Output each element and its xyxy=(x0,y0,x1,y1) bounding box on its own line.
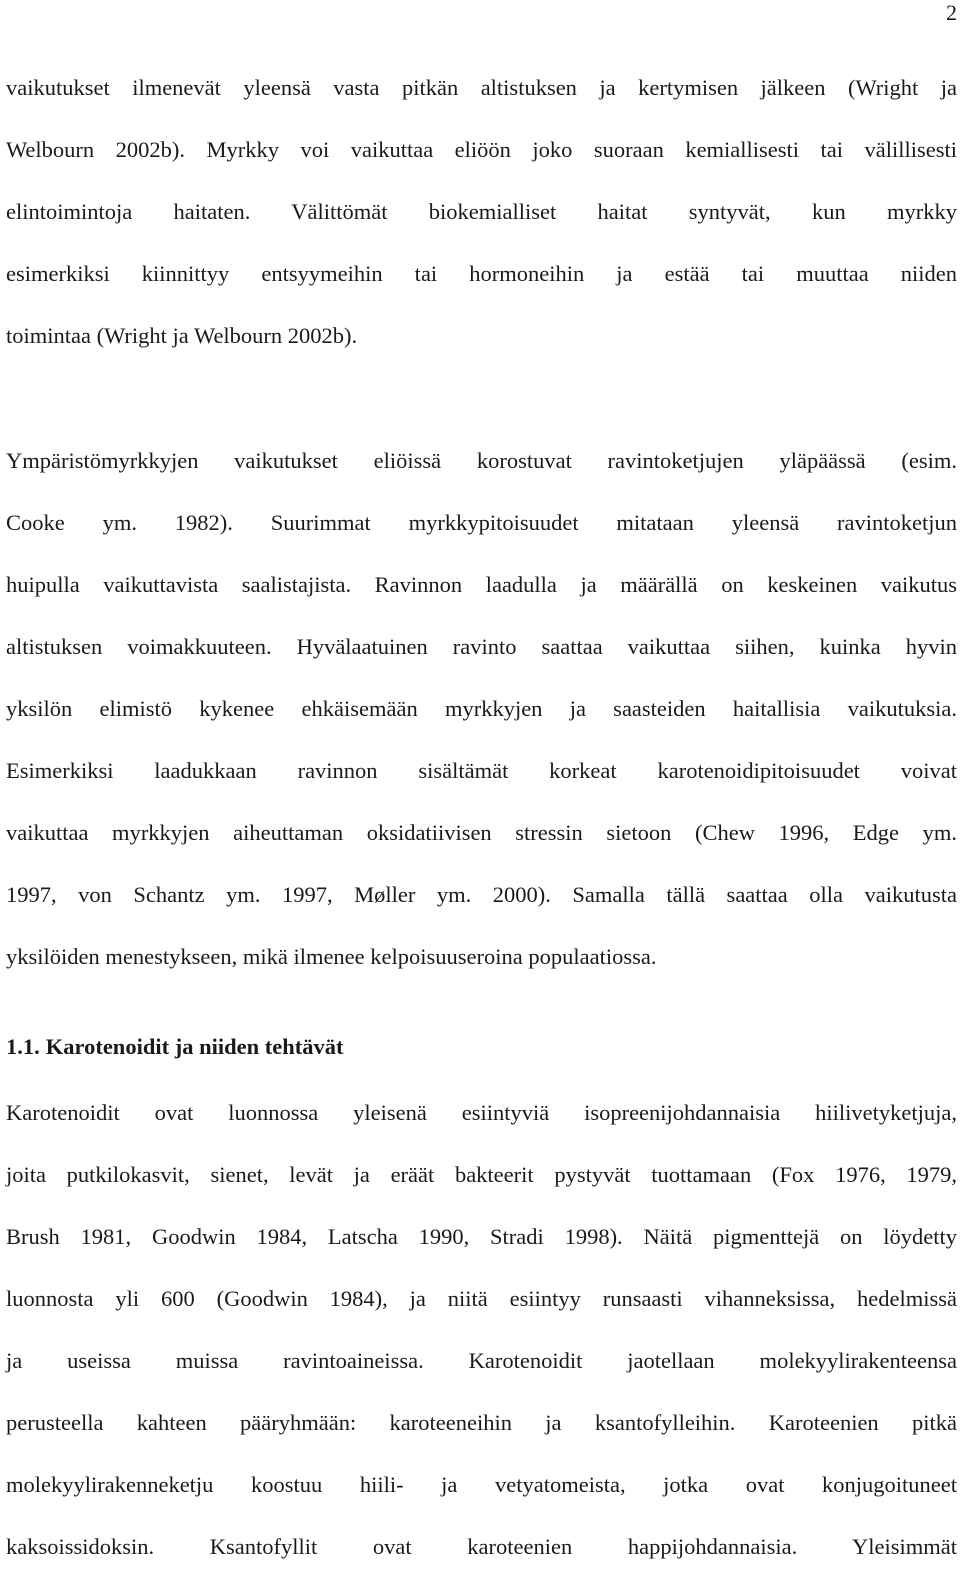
paragraph-line: yksilöiden menestykseen, mikä ilmenee kelpoisuuseroina populaatiossa. xyxy=(6,944,657,969)
paragraph-line: toimintaa (Wright ja Welbourn 2002b). xyxy=(6,323,358,348)
paragraph-2 xyxy=(6,430,957,988)
paragraph-line: Esimerkiksi laadukkaan ravinnon sisältämät korkeat karotenoidipitoisuudet voivat xyxy=(6,758,957,783)
paragraph-line: joita putkilokasvit, sienet, levät ja eräät bakteerit pystyvät tuottamaan (Fox 1976, 1979, xyxy=(6,1162,957,1187)
paragraph-line: huipulla vaikuttavista saalistajista. Ravinnon laadulla ja määrällä on keskeinen vaikutus xyxy=(6,572,957,597)
paragraph-line: Brush 1981, Goodwin 1984, Latscha 1990, Stradi 1998). Näitä pigmenttejä on löydetty xyxy=(6,1224,957,1249)
paragraph-line: altistuksen voimakkuuteen. Hyvälaatuinen ravinto saattaa vaikuttaa siihen, kuinka hyvin xyxy=(6,634,957,659)
section-heading xyxy=(6,1027,343,1067)
paragraph-line: kaksoissidoksin. Ksantofyllit ovat karoteenien happijohdannaisia. Yleisimmät xyxy=(6,1534,957,1559)
paragraph-line: perusteella kahteen pääryhmään: karoteeneihin ja ksantofylleihin. Karoteenien pitkä xyxy=(6,1410,957,1435)
paragraph-1 xyxy=(6,57,957,367)
paragraph-line: 1997, von Schantz ym. 1997, Møller ym. 2000). Samalla tällä saattaa olla vaikutusta xyxy=(6,882,957,907)
paragraph-line: ja useissa muissa ravintoaineissa. Karotenoidit jaotellaan molekyylirakenteensa xyxy=(6,1348,957,1373)
paragraph-line: vaikutukset ilmenevät yleensä vasta pitkän altistuksen ja kertymisen jälkeen (Wright ja xyxy=(6,75,957,100)
paragraph-line: Ympäristömyrkkyjen vaikutukset eliöissä korostuvat ravintoketjujen yläpäässä (esim. xyxy=(6,448,957,473)
paragraph-line: esimerkiksi kiinnittyy entsyymeihin tai hormoneihin ja estää tai muuttaa niiden xyxy=(6,261,957,286)
paragraph-line: Cooke ym. 1982). Suurimmat myrkkypitoisuudet mitataan yleensä ravintoketjun xyxy=(6,510,957,535)
paragraph-line: elintoimintoja haitaten. Välittömät biokemialliset haitat syntyvät, kun myrkky xyxy=(6,199,957,224)
paragraph-line: luonnosta yli 600 (Goodwin 1984), ja niitä esiintyy runsaasti vihanneksissa, hedelmissä xyxy=(6,1286,957,1311)
page-number: 2 xyxy=(946,0,957,25)
paragraph-3 xyxy=(6,1082,957,1578)
paragraph-line: yksilön elimistö kykenee ehkäisemään myrkkyjen ja saasteiden haitallisia vaikutuksia. xyxy=(6,696,957,721)
paragraph-line: molekyylirakenneketju koostuu hiili- ja vetyatomeista, jotka ovat konjugoituneet xyxy=(6,1472,957,1497)
section-number: 1.1. xyxy=(6,1034,40,1059)
paragraph-line: Welbourn 2002b). Myrkky voi vaikuttaa eliöön joko suoraan kemiallisesti tai välillisesti xyxy=(6,137,957,162)
section-title: Karotenoidit ja niiden tehtävät xyxy=(45,1034,344,1059)
paragraph-line: Karotenoidit ovat luonnossa yleisenä esiintyviä isopreenijohdannaisia hiilivetyketjuja, xyxy=(6,1100,957,1125)
paragraph-line: vaikuttaa myrkkyjen aiheuttaman oksidatiivisen stressin sietoon (Chew 1996, Edge ym. xyxy=(6,820,957,845)
